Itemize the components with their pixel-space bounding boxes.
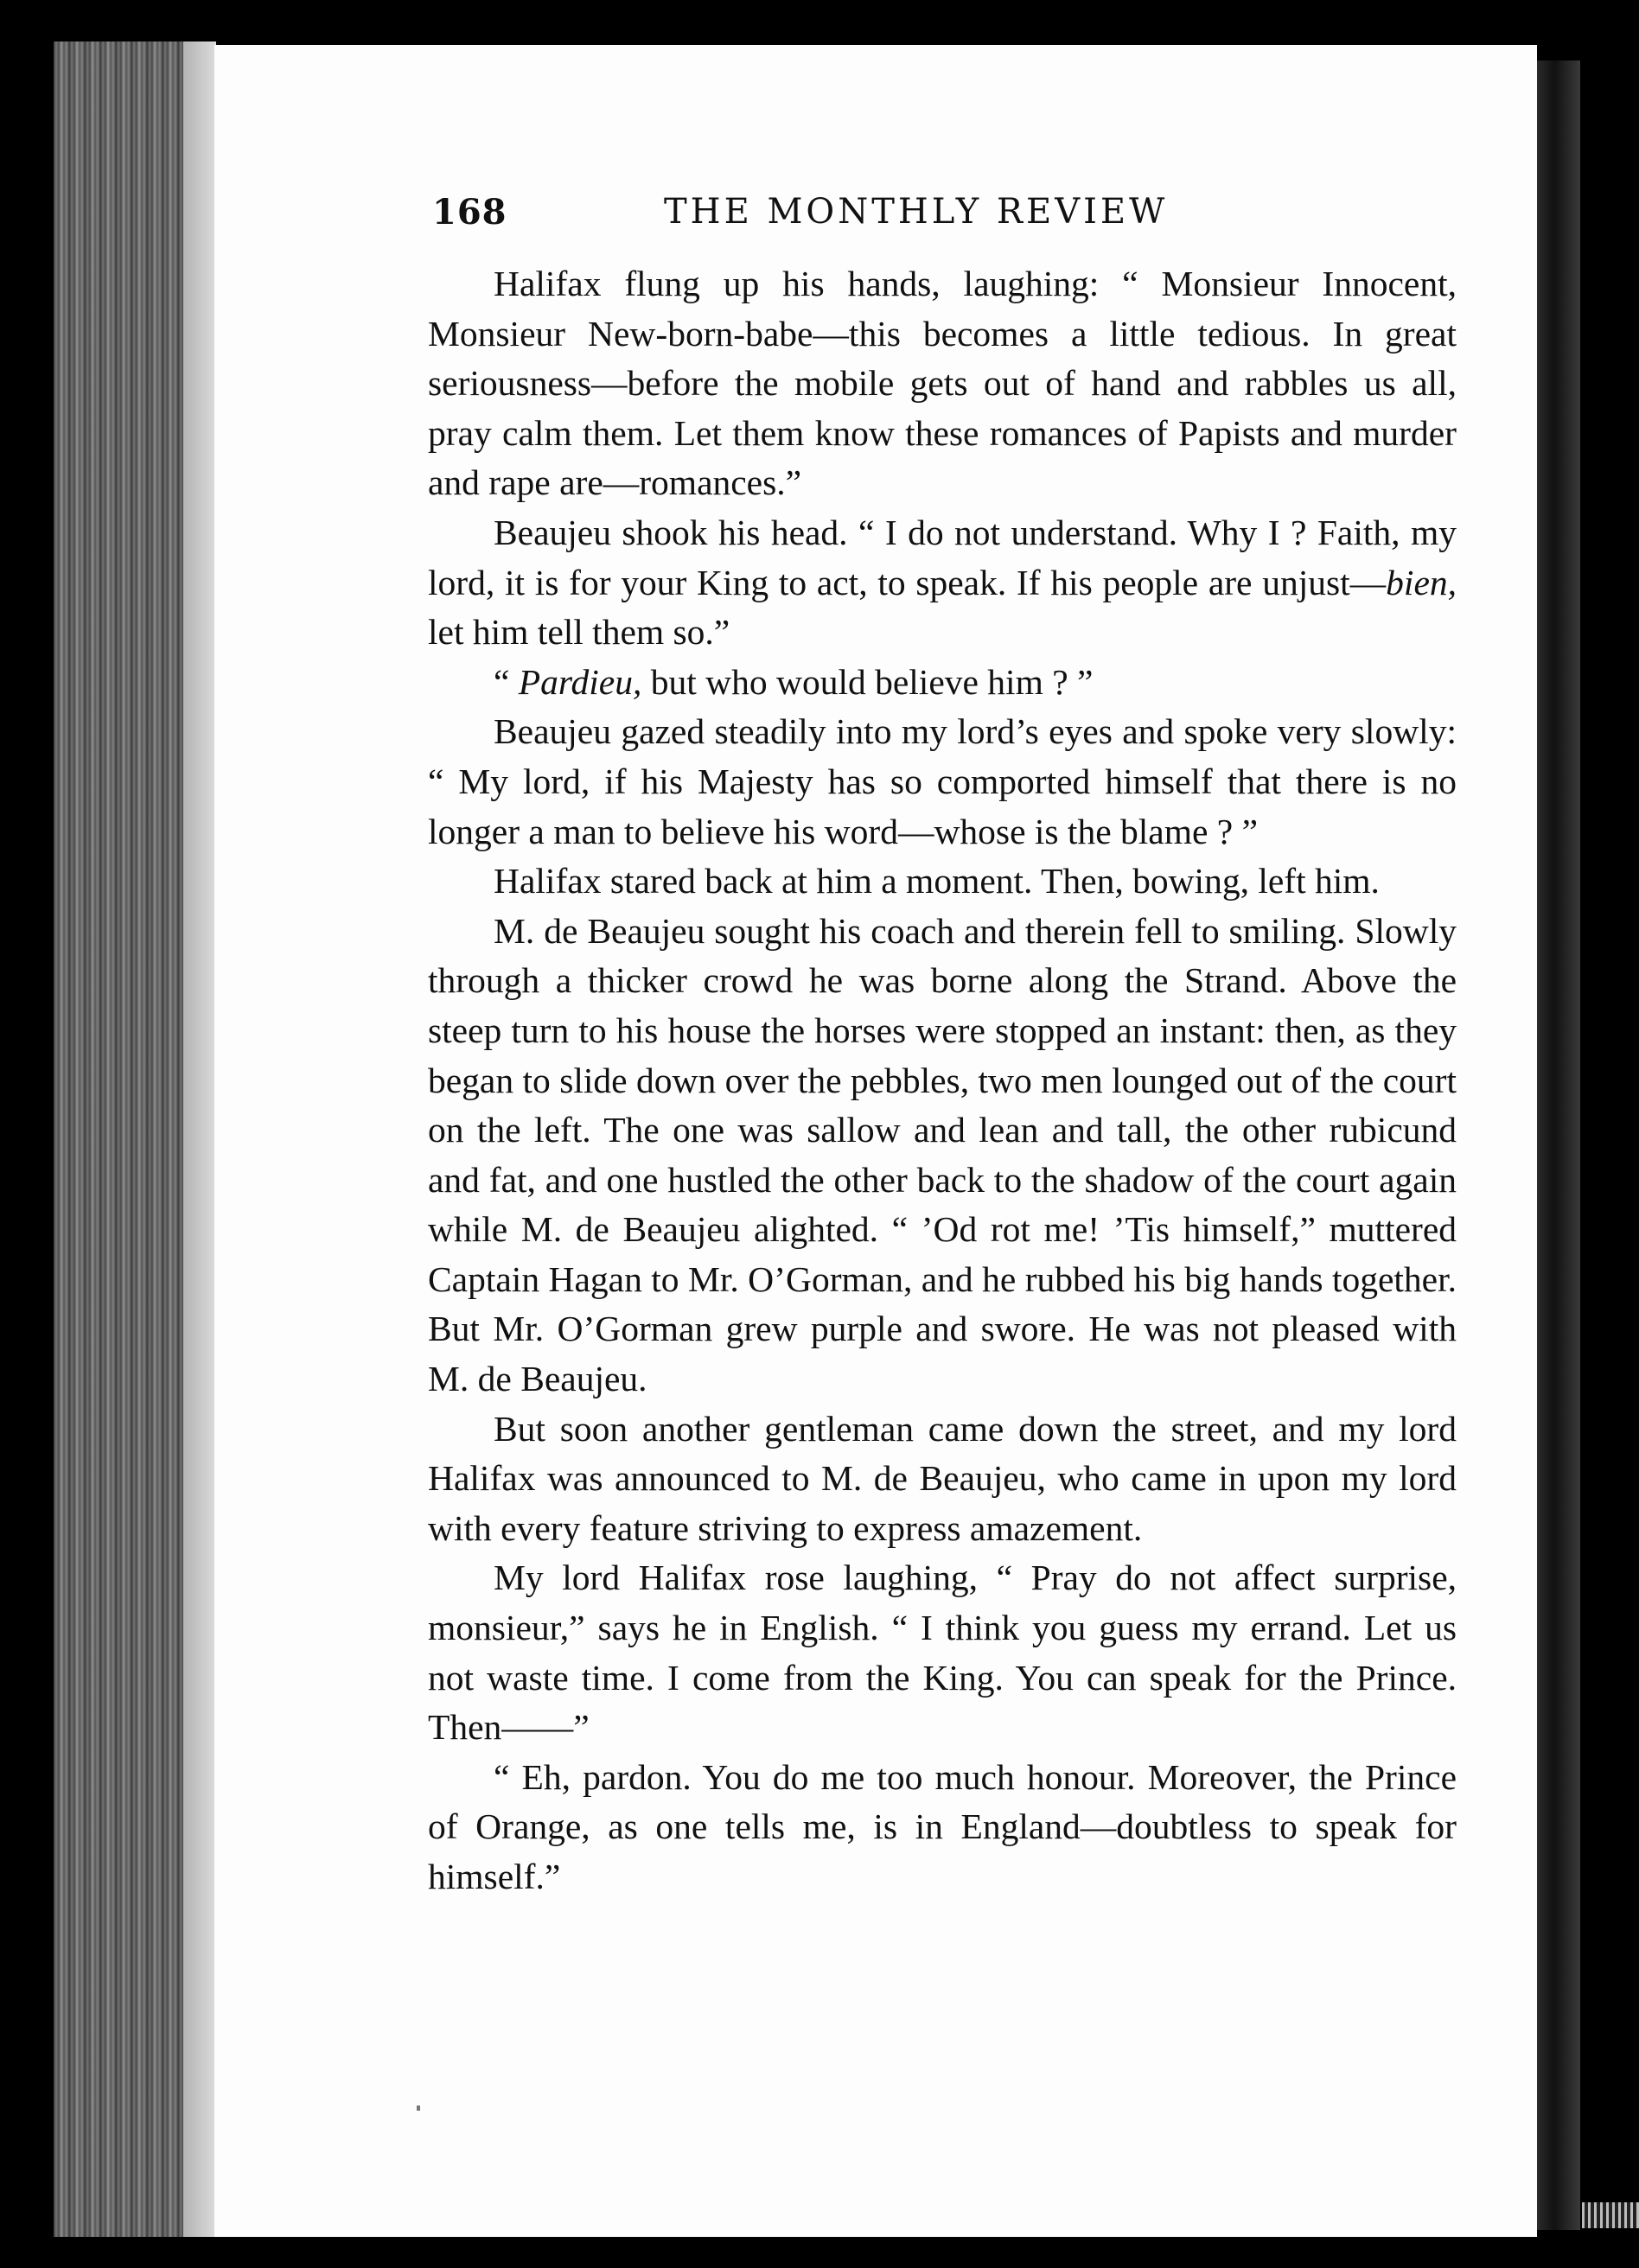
book-right-edge: [1537, 61, 1580, 2230]
text-run: Beaujeu shook his head. “ I do not understand. Why I ? Faith, my lord, it is for your King to act, to speak. If his people are unjust—: [428, 512, 1457, 602]
paragraph: [428, 857, 1457, 907]
italic-text: bien,: [1386, 562, 1457, 602]
page-number: 168: [432, 192, 507, 233]
paragraph: [428, 707, 1457, 857]
text-run: Halifax stared back at him a moment. Then, bowing, left him.: [494, 861, 1380, 901]
text-run: My lord Halifax rose laughing, “ Pray do not affect surprise, monsieur,” says he in English. “ I think you guess my errand. Let us not waste time. I come from the King. You can speak for the Prince. Then——”: [428, 1558, 1457, 1748]
scan-speck: [417, 2106, 420, 2111]
text-run: Halifax flung up his hands, laughing: “ Monsieur Innocent, Monsieur New-born-babe—this becomes a little tedious. In great seriousness—before the mobile gets out of hand and rabbles us all, pray calm them. Let them know these romances of Papists and murder and rape are—romances.”: [428, 264, 1457, 503]
text-run: let him tell them so.”: [428, 612, 730, 653]
paragraph: [428, 907, 1457, 1405]
paragraph: [428, 259, 1457, 508]
paragraph: [428, 1405, 1457, 1554]
paragraph: [428, 1753, 1457, 1902]
italic-text: Pardieu,: [518, 661, 642, 702]
paragraph: [428, 508, 1457, 658]
running-title: THE MONTHLY REVIEW: [664, 192, 1169, 232]
text-run: “ Eh, pardon. You do me too much honour. Moreover, the Prince of Orange, as one tells me, is in England—doubtless to speak for himself.”: [428, 1756, 1457, 1896]
scan-edge-strip: [1582, 2202, 1639, 2228]
text-run: M. de Beaujeu sought his coach and therein fell to smiling. Slowly through a thicker crowd he was borne along the Strand. Above the steep turn to his house the horses were stopped an instant: then, as they began to slide down over the pebbles, two men lounged out of the court on the left. The one was sallow and lean and tall, the other rubicund and fat, and one hustled the other back to the shadow of the court again while M. de Beaujeu alighted. “ ’Od rot me! ’Tis himself,” muttered Captain Hagan to Mr. O’Gorman, and he rubbed his big hands together. But Mr. O’Gorman grew purple and swore. He was not pleased with M. de Beaujeu.: [428, 910, 1457, 1399]
body-text: [428, 259, 1457, 1902]
paragraph: [428, 1553, 1457, 1752]
text-run: But soon another gentleman came down the street, and my lord Halifax was announced to M. de Beaujeu, who came in upon my lord with every feature striving to express amazement.: [428, 1408, 1457, 1548]
text-run: “: [494, 661, 519, 702]
page-header: [432, 192, 1262, 244]
text-run: Beaujeu gazed steadily into my lord’s eyes and spoke very slowly: “ My lord, if his Majesty has so comported himself that there is no longer a man to believe his word—whose is the blame ? ”: [428, 711, 1457, 851]
text-run: but who would believe him ? ”: [641, 661, 1094, 702]
paragraph: [428, 658, 1457, 708]
book-page-edges: [54, 41, 216, 2237]
